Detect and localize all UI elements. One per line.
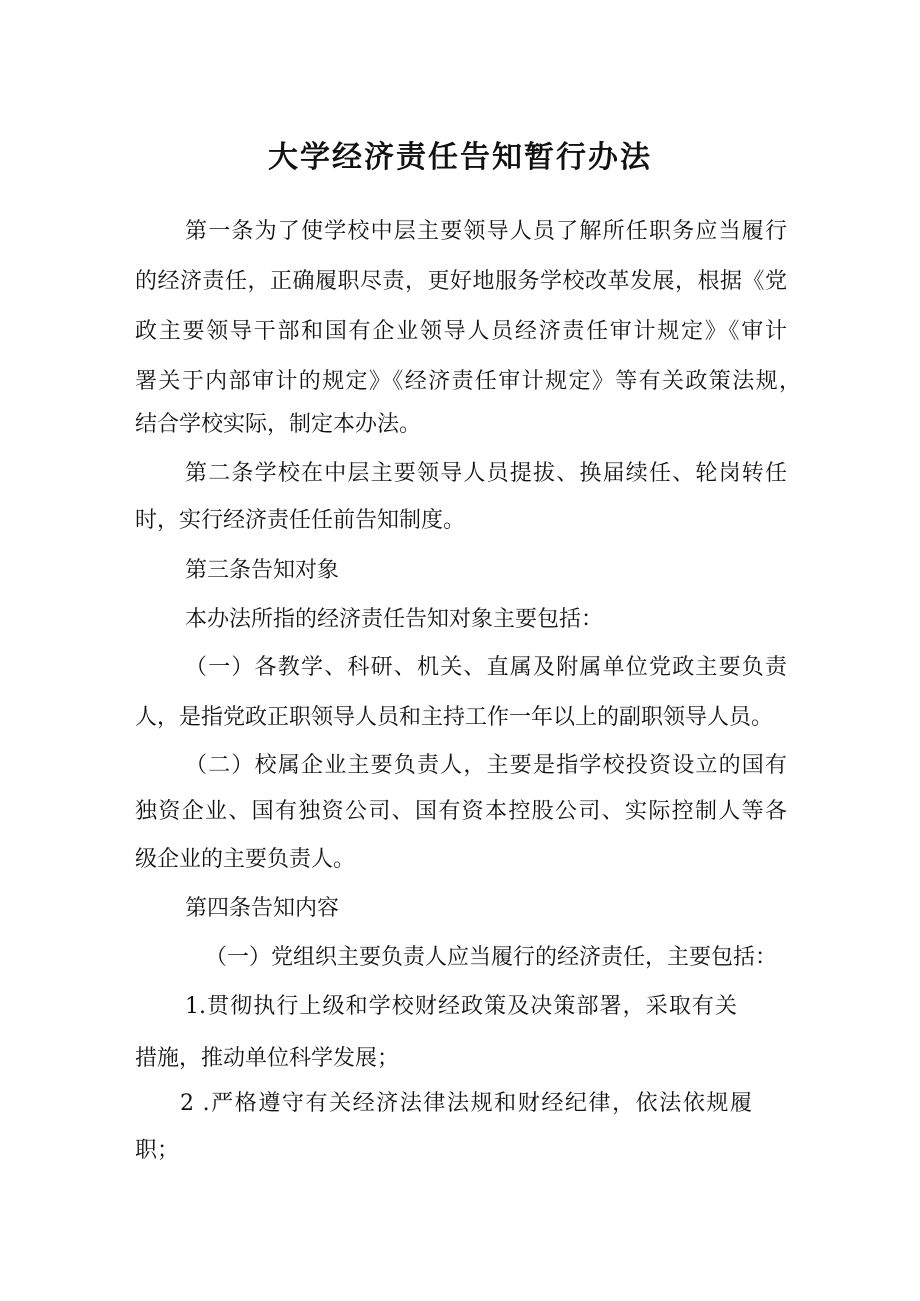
article-2-line-1: 第二条学校在中层主要领导人员提拔、换届续任、轮岗转任 [185,461,787,486]
article-1-line-5: 结合学校实际，制定本办法。 [135,412,422,437]
article-1-line-2: 的经济责任，正确履职尽责，更好地服务学校改革发展，根据《党 [135,269,787,294]
article-3-intro: 本办法所指的经济责任告知对象主要包括： [185,607,604,632]
article-4-point-1-line-1: 1.贯彻执行上级和学校财经政策及决策部署，采取有关 [185,994,737,1019]
article-4-item-1-heading: （一）党组织主要负责人应当履行的经济责任，主要包括： [205,945,778,970]
article-1-line-4: 署关于内部审计的规定》《经济责任审计规定》等有关政策法规， [135,369,801,394]
article-4-heading: 第四条告知内容 [185,896,340,921]
article-1-line-1: 第一条为了使学校中层主要领导人员了解所任职务应当履行 [185,219,787,244]
article-3-item-2-line-1: （二）校属企业主要负责人，主要是指学校投资设立的国有 [185,753,787,778]
article-3-item-1-line-2: 人，是指党政正职领导人员和主持工作一年以上的副职领导人员。 [135,705,774,730]
document-title: 大学经济责任告知暂行办法 [268,140,652,175]
article-4-point-1-line-2: 措施，推动单位科学发展； [135,1046,400,1071]
article-4-point-2-line-1: 2 .严格遵守有关经济法律法规和财经纪律，依法依规履 [180,1091,752,1116]
article-2-line-2: 时，实行经济责任任前告知制度。 [135,508,466,533]
article-3-item-2-line-3: 级企业的主要负责人。 [135,847,356,872]
article-3-item-1-line-1: （一）各教学、科研、机关、直属及附属单位党政主要负责 [185,655,787,680]
article-4-point-2-line-2: 职； [135,1138,180,1163]
article-3-item-2-line-2: 独资企业、国有独资公司、国有资本控股公司、实际控制人等各 [135,799,787,824]
article-3-heading: 第三条告知对象 [185,558,340,583]
article-1-line-3: 政主要领导干部和国有企业领导人员经济责任审计规定》《审计 [135,319,787,344]
